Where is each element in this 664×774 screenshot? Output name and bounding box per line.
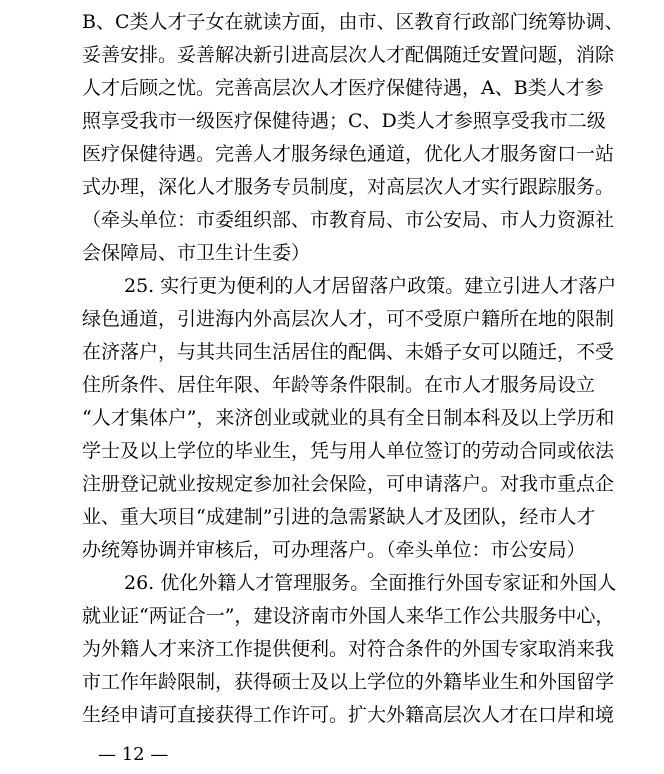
- page-number: — 12 —: [98, 744, 169, 765]
- text-line: 为外籍人才来济工作提供便利。对符合条件的外国专家取消来我: [82, 638, 615, 660]
- text-line: 式办理，深化人才服务专员制度，对高层次人才实行跟踪服务。: [82, 176, 615, 198]
- text-line: 就业证“两证合一”，建设济南市外国人来华工作公共服务中心，: [82, 605, 615, 627]
- text-line: 照享受我市一级医疗保健待遇；C、D类人才参照享受我市二级: [82, 110, 606, 132]
- text-line: 生经申请可直接获得工作许可。扩大外籍高层次人才在口岸和境: [82, 704, 615, 726]
- text-line: 业、重大项目“成建制”引进的急需紧缺人才及团队，经市人才: [82, 506, 596, 528]
- paragraph-heading-26: 26. 优化外籍人才管理服务。全面推行外国专家证和外国人: [124, 572, 617, 594]
- text-line: 注册登记就业按规定参加社会保险，可申请落户。对我市重点企: [82, 473, 615, 495]
- text-line: 在济落户，与其共同生活居住的配偶、未婚子女可以随迁，不受: [82, 341, 615, 363]
- text-line: 医疗保健待遇。完善人才服务绿色通道，优化人才服务窗口一站: [82, 143, 615, 165]
- text-line: “人才集体户”，来济创业或就业的具有全日制本科及以上学历和: [82, 407, 615, 429]
- text-line: （牵头单位：市委组织部、市教育局、市公安局、市人力资源社: [82, 209, 615, 231]
- text-line: 会保障局、市卫生计生委）: [82, 242, 311, 264]
- text-line: B、C类人才子女在就读方面，由市、区教育行政部门统筹协调、: [82, 11, 624, 33]
- text-line: 人才后顾之忧。完善高层次人才医疗保健待遇，A、B类人才参: [82, 77, 604, 99]
- text-line: 学士及以上学位的毕业生，凭与用人单位签订的劳动合同或依法: [82, 440, 615, 462]
- text-line: 市工作年龄限制，获得硕士及以上学位的外籍毕业生和外国留学: [82, 671, 615, 693]
- text-line: 住所条件、居住年限、年龄等条件限制。在市人才服务局设立: [82, 374, 596, 396]
- text-line: 妥善安排。妥善解决新引进高层次人才配偶随迁安置问题，消除: [82, 44, 615, 66]
- text-line: 绿色通道，引进海内外高层次人才，可不受原户籍所在地的限制: [82, 308, 615, 330]
- paragraph-heading-25: 25. 实行更为便利的人才居留落户政策。建立引进人才落户: [124, 275, 617, 297]
- text-line: 办统筹协调并审核后，可办理落户。（牵头单位：市公安局）: [82, 539, 586, 561]
